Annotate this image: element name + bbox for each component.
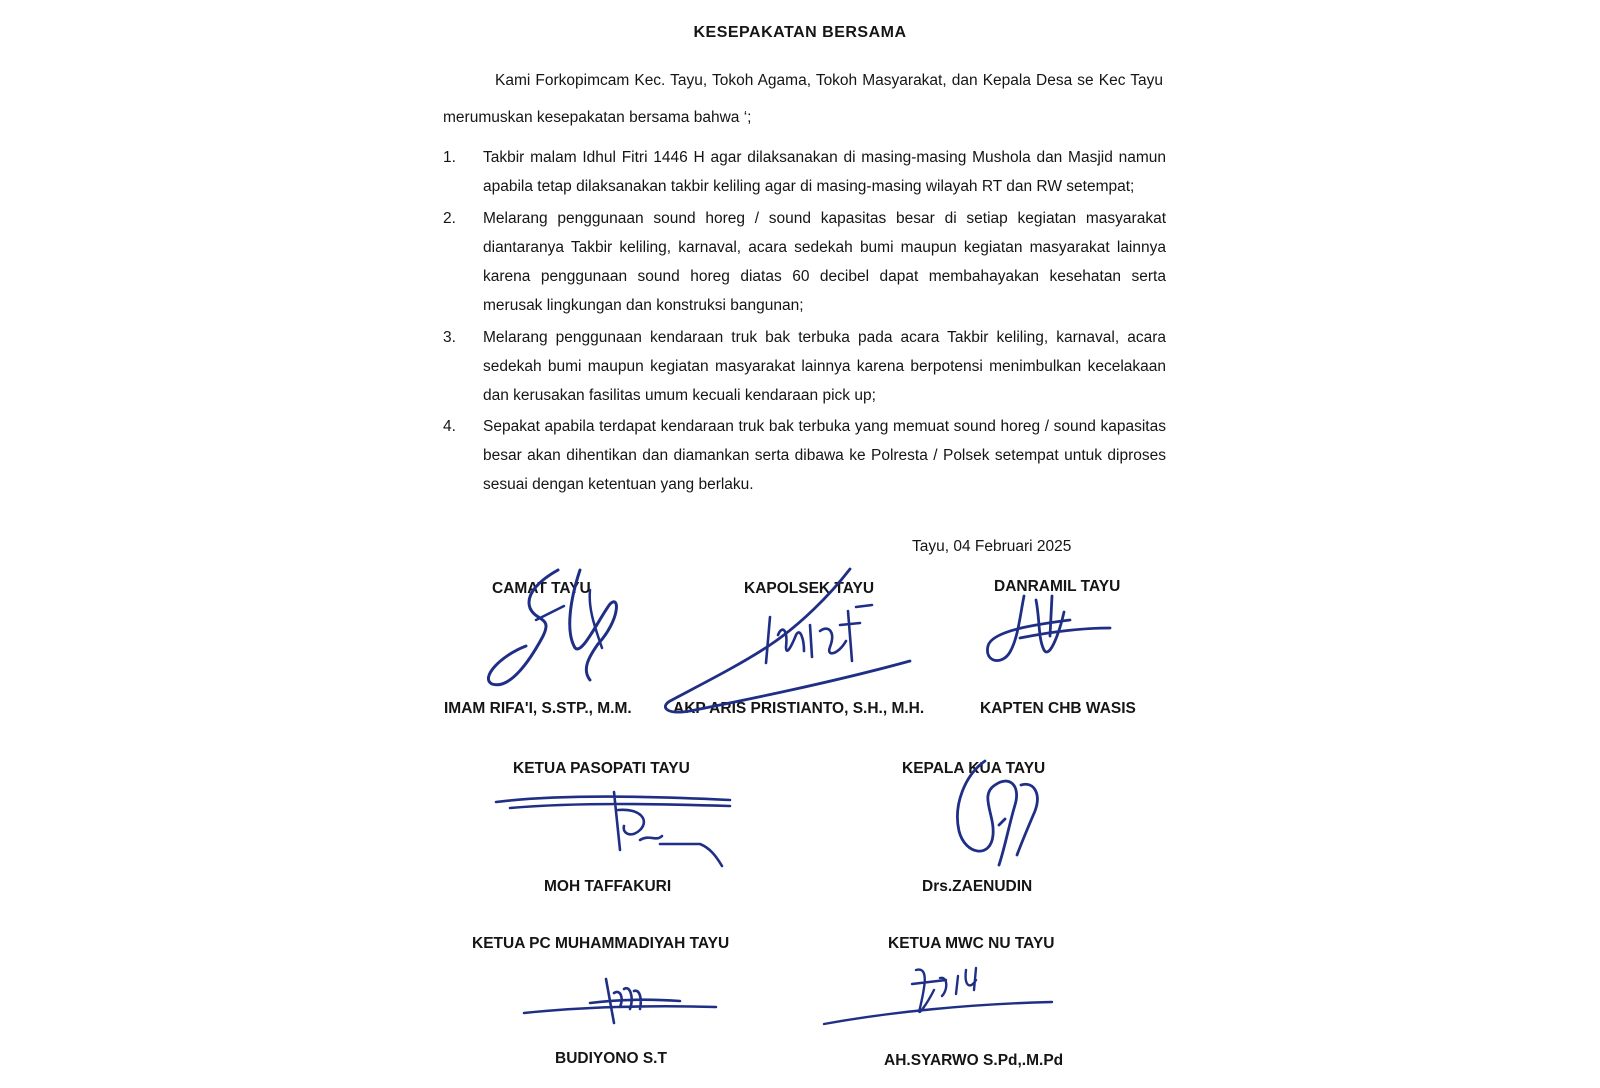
signatory-role-danramil: DANRAMIL TAYU <box>994 578 1121 595</box>
signatory-role-camat: CAMAT TAYU <box>492 580 591 597</box>
signatory-role-kua: KEPALA KUA TAYU <box>902 760 1046 777</box>
list-item-number: 1. <box>443 149 456 166</box>
intro-paragraph: Kami Forkopimcam Kec. Tayu, Tokoh Agama, Tokoh Masyarakat, dan Kepala Desa se Kec Tayu merumuskan kesepakatan bersama bahwa ‘; <box>443 72 1163 126</box>
signature-kapolsek <box>660 565 920 725</box>
signatory-role-nu: KETUA MWC NU TAYU <box>888 935 1055 952</box>
signature-nu <box>820 960 1060 1040</box>
signatory-role-pasopati: KETUA PASOPATI TAYU <box>513 760 690 777</box>
signatory-role-kapolsek: KAPOLSEK TAYU <box>744 580 875 597</box>
list-item-text: Takbir malam Idhul Fitri 1446 H agar dilaksanakan di masing-masing Mushola dan Masjid namun apabila tetap dilaksanakan takbir keliling agar di masing-masing wilayah RT dan RW setempat; <box>483 149 1166 195</box>
signatory-name-nu: AH.SYARWO S.Pd,.M.Pd <box>884 1052 1064 1069</box>
signatory-role-muhammadiyah: KETUA PC MUHAMMADIYAH TAYU <box>472 935 730 952</box>
list-item-number: 3. <box>443 329 456 346</box>
list-item <box>443 204 1166 320</box>
list-item-number: 2. <box>443 210 456 227</box>
list-item-text: Sepakat apabila terdapat kendaraan truk bak terbuka yang memuat sound horeg / sound kapasitas besar akan dihentikan dan diamankan serta dibawa ke Polresta / Polsek setempat untuk diproses sesuai dengan ketentuan yang berlaku. <box>483 418 1166 493</box>
agreement-list <box>443 143 1166 499</box>
list-item-text: Melarang penggunaan sound horeg / sound kapasitas besar di setiap kegiatan masyarakat diantaranya Takbir keliling, karnaval, acara sedekah bumi maupun kegiatan masyarakat lainnya karena penggunaan sound horeg diatas 60 decibel dapat membahayakan kesehatan serta merusak lingkungan dan konstruksi bangunan; <box>483 210 1166 314</box>
signatory-name-danramil: KAPTEN CHB WASIS <box>980 700 1136 717</box>
signatory-name-pasopati: MOH TAFFAKURI <box>544 878 672 895</box>
document-title: KESEPAKATAN BERSAMA <box>693 24 907 41</box>
signature-danramil <box>980 590 1120 690</box>
signature-kua <box>945 755 1065 885</box>
list-item <box>443 143 1166 201</box>
list-item <box>443 323 1166 410</box>
signature-pasopati <box>490 790 750 890</box>
signatory-name-muhammadiyah: BUDIYONO S.T <box>555 1050 667 1067</box>
list-item-number: 4. <box>443 418 456 435</box>
signatory-name-camat: IMAM RIFA'I, S.STP., M.M. <box>444 700 632 717</box>
place-date: Tayu, 04 Februari 2025 <box>912 538 1072 555</box>
signature-muhammadiyah <box>520 975 720 1035</box>
list-item <box>443 412 1166 499</box>
signatory-name-kua: Drs.ZAENUDIN <box>922 878 1033 895</box>
signatory-name-kapolsek: AKP ARIS PRISTIANTO, S.H., M.H. <box>673 700 925 717</box>
list-item-text: Melarang penggunaan kendaraan truk bak terbuka pada acara Takbir keliling, karnaval, acara sedekah bumi maupun kegiatan masyarakat lainnya karena berpotensi menimbulkan kecelakaan dan kerusakan fasilitas umum kecuali kendaraan pick up; <box>483 329 1166 404</box>
signature-camat <box>470 560 650 710</box>
